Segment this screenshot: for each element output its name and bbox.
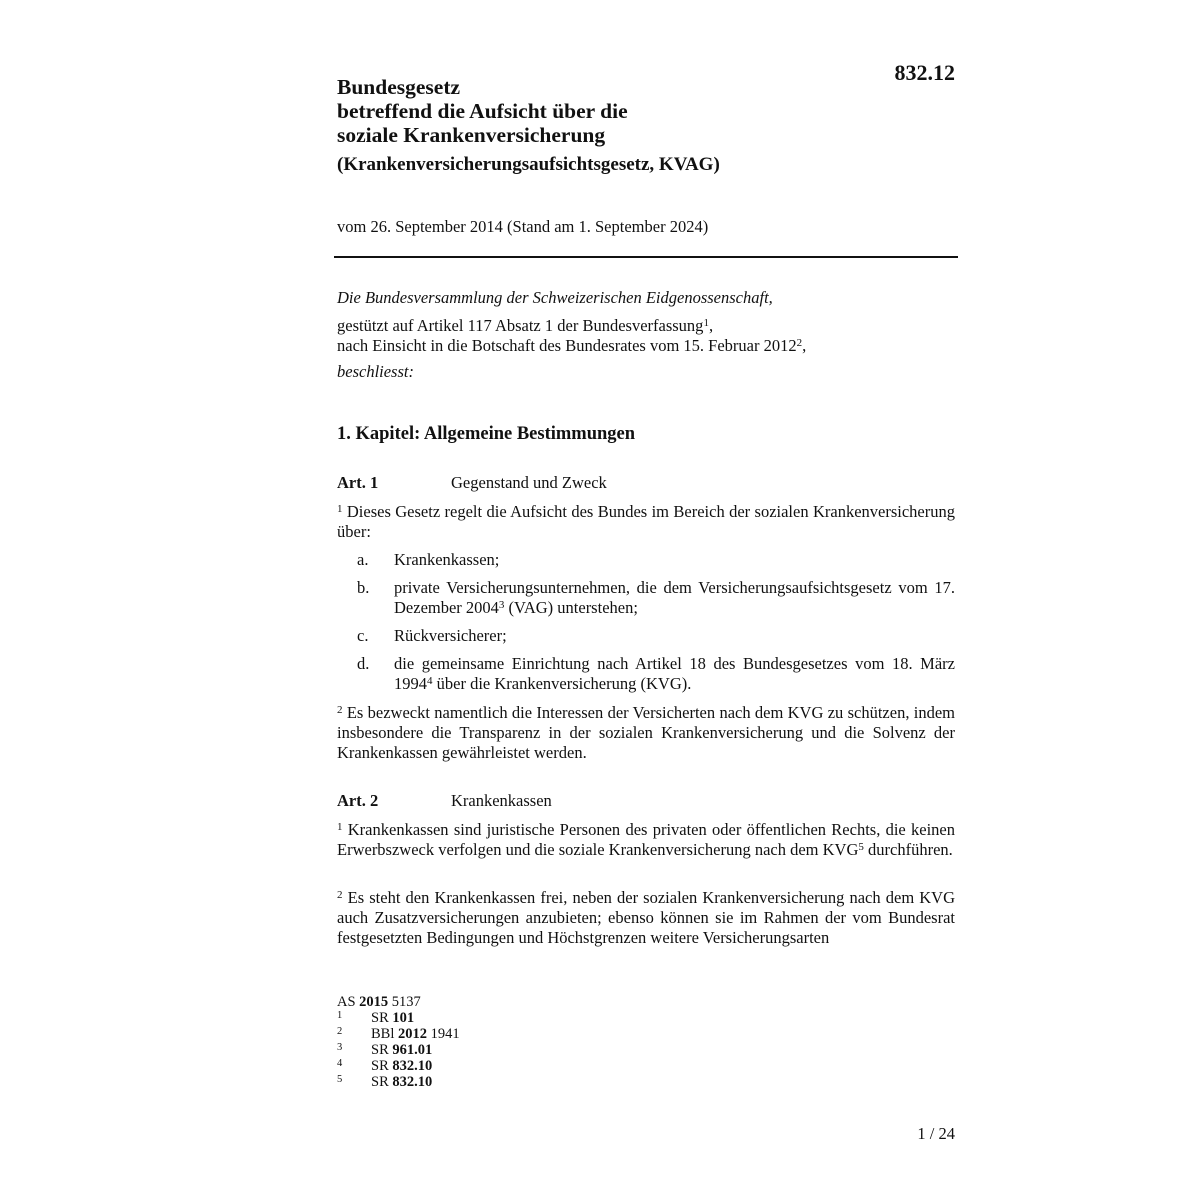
paragraph-text: Es steht den Krankenkassen frei, neben der sozialen Krankenversicherung nach dem KVG auch Zusatzversicherungen anzubieten; ebenso können sie im Rahmen der vom Bundesrat festgesetzten Bedingungen und Höchstgrenzen weitere Versicherungsarten	[337, 888, 956, 947]
list-item	[357, 654, 955, 694]
page-number: 1 / 24	[917, 1124, 955, 1143]
article-number: Art. 1	[337, 473, 379, 492]
footnote-number: 101	[392, 1010, 415, 1026]
preamble-assembly: Die Bundesversammlung der Schweizerischen Eidgenossenschaft,	[337, 288, 773, 307]
article-paragraph	[337, 703, 955, 763]
paragraph-text: Dieses Gesetz regelt die Aufsicht des Bundes im Bereich der sozialen Krankenversicherung über:	[337, 502, 955, 541]
footnote-item	[337, 1074, 433, 1090]
footnote-suffix: 1941	[427, 1026, 460, 1042]
footnote-number: 961.01	[392, 1042, 433, 1058]
paragraph-number: 2	[337, 704, 343, 716]
footnote-text[interactable]	[371, 1042, 432, 1058]
document-title	[337, 75, 857, 147]
article-paragraph	[337, 502, 955, 542]
as-page: 5137	[391, 994, 421, 1010]
article-heading	[337, 472, 607, 494]
footnote-ref[interactable]: 5	[858, 841, 864, 853]
paragraph-text: Es bezweckt namentlich die Interessen der Versicherten nach dem KVG zu schützen, indem insbesondere die Transparenz in der sozialen Krankenversicherung und die Solvenz der Krankenkassen gewährleistet werden.	[337, 703, 956, 762]
footnote-mark: 3	[337, 1042, 343, 1053]
title-abbreviation: (Krankenversicherungsaufsichtsgesetz, KVAG)	[337, 154, 720, 175]
paragraph-number: 2	[337, 889, 343, 901]
paragraph-number: 1	[337, 503, 343, 515]
punctuation: ,	[802, 336, 807, 355]
article-number: Art. 2	[337, 791, 379, 810]
list-text	[394, 654, 955, 694]
footnote-item	[337, 1042, 433, 1058]
as-prefix: AS	[337, 994, 356, 1010]
header-rule	[334, 256, 958, 258]
list-text-part: die gemeinsame Einrichtung nach Artikel 18 des Bundesgesetzes vom 18. März 1994	[394, 654, 955, 693]
footnote-text[interactable]	[371, 1074, 432, 1090]
as-year: 2015	[359, 994, 389, 1010]
footnote-ref[interactable]: 4	[427, 675, 433, 687]
chapter-heading: 1. Kapitel: Allgemeine Bestimmungen	[337, 424, 636, 444]
list-text: Krankenkassen;	[394, 550, 500, 569]
footnote-mark: 2	[337, 1026, 343, 1037]
footnote-prefix: BBl	[371, 1026, 395, 1042]
footnote-text[interactable]	[371, 1058, 432, 1074]
article-paragraph	[337, 888, 955, 948]
footnote-mark: 1	[337, 1010, 343, 1021]
list-letter: d.	[357, 654, 370, 673]
article-title: Krankenkassen	[451, 791, 552, 810]
official-compilation-ref	[337, 994, 421, 1010]
footnotes	[337, 994, 460, 1090]
punctuation: ,	[708, 316, 714, 335]
list-text-part: über die Krankenversicherung (KVG).	[432, 674, 692, 693]
footnote-number: 832.10	[392, 1074, 433, 1090]
list-text-part: (VAG) unterstehen;	[504, 598, 638, 617]
article-heading	[337, 790, 552, 812]
list-text-part: private Versicherungsunternehmen, die dem Versicherungsaufsichtsgesetz vom 17. Dezember 2004	[394, 578, 955, 617]
title-line: betreffend die Aufsicht über die	[337, 99, 628, 123]
title-line: Bundesgesetz	[337, 75, 461, 99]
footnote-prefix: SR	[371, 1010, 389, 1026]
footnote-text[interactable]	[371, 1026, 460, 1042]
footnote-ref[interactable]: 3	[498, 599, 505, 611]
footnote-item	[337, 1058, 433, 1074]
title-line: soziale Krankenversicherung	[337, 123, 606, 147]
list-letter: b.	[357, 578, 370, 597]
footnote-mark: 4	[337, 1058, 343, 1069]
preamble-insight-text: nach Einsicht in die Botschaft des Bundesrates vom 15. Februar 2012	[337, 336, 797, 355]
preamble-insight	[337, 336, 955, 356]
sr-number: 832.12	[894, 60, 955, 85]
preamble-based-on	[337, 316, 955, 336]
article-title: Gegenstand und Zweck	[451, 473, 607, 492]
footnote-item	[337, 1010, 421, 1026]
list-item	[357, 550, 955, 570]
paragraph-text: durchführen.	[863, 840, 953, 859]
footnote-number: 2012	[398, 1026, 427, 1042]
list-text: Rückversicherer;	[394, 626, 507, 645]
footnote-number: 832.10	[392, 1058, 433, 1074]
list-text	[394, 578, 955, 618]
paragraph-number: 1	[337, 821, 343, 833]
list-letter: a.	[357, 550, 369, 569]
footnote-prefix: SR	[371, 1074, 389, 1090]
footnote-text[interactable]	[371, 1010, 414, 1026]
date-line: vom 26. September 2014 (Stand am 1. September 2024)	[337, 217, 709, 236]
paragraph-text: Krankenkassen sind juristische Personen des privaten oder öffentlichen Rechts, die keinen Erwerbszweck verfolgen und die soziale Krankenversicherung nach dem KVG	[337, 820, 955, 859]
article-paragraph	[337, 820, 955, 860]
footnote-ref[interactable]: 2	[796, 337, 803, 349]
footnote-mark: 5	[337, 1074, 343, 1085]
preamble-decides: beschliesst:	[337, 362, 414, 381]
preamble-based-on-text: gestützt auf Artikel 117 Absatz 1 der Bundesverfassung	[337, 316, 704, 335]
footnote-prefix: SR	[371, 1058, 389, 1074]
list-item	[357, 626, 955, 646]
footnote-prefix: SR	[371, 1042, 389, 1058]
list-item	[357, 578, 955, 618]
footnote-item	[337, 1026, 460, 1042]
list-letter: c.	[357, 626, 369, 645]
footnote-ref[interactable]: 1	[703, 317, 709, 329]
